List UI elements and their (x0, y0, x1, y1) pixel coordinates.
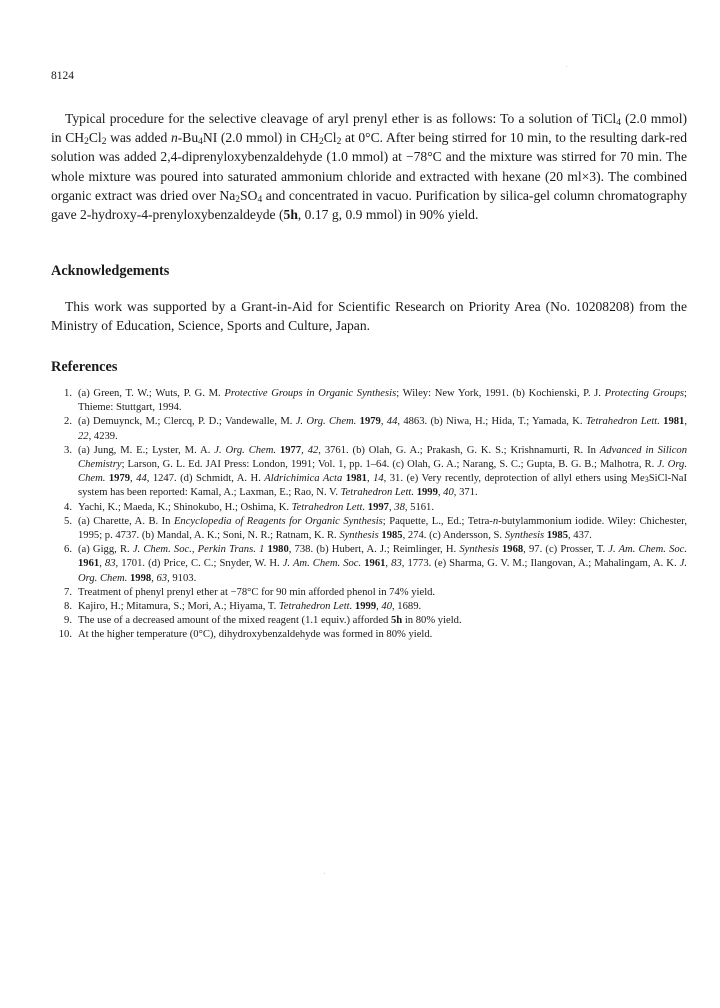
reference-number: 7. (64, 586, 72, 598)
reference-fragment: , 738. (b) Hubert, A. J.; Reimlinger, H. (288, 544, 460, 556)
reference-text (78, 501, 687, 515)
reference-italic: 40 (381, 601, 392, 613)
reference-fragment: in 80% yield. (402, 615, 462, 627)
reference-italic: Protecting Groups (604, 388, 685, 399)
reference-text (78, 543, 687, 586)
subscript: 2 (235, 194, 241, 205)
reference-bold: 1979 (108, 473, 131, 485)
procedure-text: Typical procedure for the selective cleavage of aryl prenyl ether is as follows: To a solution of TiCl (65, 111, 617, 126)
reference-italic: 14 (373, 473, 384, 485)
reference-item (51, 415, 687, 443)
reference-italic: Synthesis (504, 530, 545, 542)
reference-fragment: (a) Charette, A. B. In (78, 515, 174, 527)
reference-fragment: , (684, 416, 687, 428)
reference-fragment: , 274. (c) Andersson, S. (402, 530, 505, 542)
reference-item (51, 501, 687, 515)
reference-italic: 83 (104, 558, 116, 570)
reference-number: 8. (64, 601, 72, 613)
procedure-text: was added (106, 130, 171, 146)
procedure-paragraph (51, 109, 687, 224)
reference-item (51, 628, 687, 642)
reference-fragment: , (380, 416, 387, 428)
subscript: 2 (336, 137, 342, 148)
reference-fragment: The use of a decreased amount of the mixed reagent (1.1 equiv.) afforded (78, 615, 391, 627)
reference-fragment: , (437, 487, 444, 499)
reference-number: 2. (64, 416, 72, 428)
reference-italic: Encyclopedia of Reagents for Organic Synthesis (173, 515, 383, 527)
reference-italic: Tetrahedron Lett. (278, 601, 353, 613)
reference-number: 3. (64, 444, 72, 456)
reference-italic: Advanced in Silicon Chemistry (78, 444, 687, 471)
reference-italic: Tetrahedron Lett. (585, 416, 660, 428)
reference-text (78, 387, 687, 415)
reference-bold: 1979 (359, 416, 381, 428)
reference-item (51, 444, 687, 501)
reference-bold: 1985 (546, 530, 568, 542)
reference-item (51, 543, 687, 586)
reference-fragment: , (130, 473, 137, 485)
reference-item (51, 586, 687, 600)
reference-italic: 40 (443, 487, 454, 499)
reference-italic: J. Org. Chem. (78, 459, 688, 485)
italic-text: n (170, 130, 178, 146)
reference-fragment: SiCl-NaI system has been reported: Kamal, A.; Laxman, E.; Rao, N. V. (78, 473, 688, 499)
reference-fragment: ; Paquette, L., Ed.; Tetra- (382, 515, 493, 527)
reference-fragment: , (366, 473, 374, 485)
reference-fragment: ; Thieme: Stuttgart, 1994. (78, 388, 687, 414)
reference-italic: Synthesis (339, 530, 379, 542)
reference-fragment: , (385, 558, 392, 570)
reference-item (51, 515, 687, 543)
reference-fragment: , 437. (567, 530, 592, 542)
reference-fragment: -butylammonium iodide. Wiley: Chichester, 1995; p. 4737. (b) Mandal, A. K.; Soni, N. R.; Ratnam, K. R. (78, 515, 688, 542)
subscript: 2 (318, 137, 324, 148)
reference-bold: 1980 (267, 544, 289, 556)
subscript: 2 (101, 137, 107, 148)
procedure-text: Cl (88, 130, 102, 146)
reference-italic: J. Org. Chem. (78, 558, 688, 584)
reference-bold: 1961 (364, 558, 386, 570)
reference-fragment: , (301, 444, 308, 456)
procedure-text: , 0.17 g, 0.9 mmol) in 90% yield. (297, 207, 479, 223)
reference-fragment: , 1247. (d) Schmidt, A. H. (146, 473, 265, 485)
reference-italic: J. Org. Chem. (214, 444, 277, 456)
reference-fragment: , 31. (e) Very recently, deprotection of allyl ethers using Me (383, 473, 645, 485)
reference-fragment: ; Wiley: New York, 1991. (b) Kochienski, P. J. (396, 388, 605, 399)
reference-item (51, 387, 687, 415)
reference-bold: 1961 (78, 558, 100, 570)
scan-speck (566, 66, 567, 67)
reference-bold: 1981 (663, 416, 685, 428)
reference-fragment: , (376, 601, 382, 613)
reference-italic: 22 (78, 430, 89, 442)
reference-bold: 1985 (381, 530, 403, 542)
reference-bold: 5h (390, 615, 403, 627)
reference-fragment: , 4239. (88, 430, 118, 442)
reference-bold: 1998 (130, 572, 152, 584)
reference-fragment: , 9103. (167, 572, 197, 584)
subscript: 2 (84, 137, 89, 148)
reference-number: 6. (64, 544, 72, 556)
page-number: 8124 (51, 70, 74, 82)
procedure-text: at 0°C. After being stirred for 10 min, to the resulting dark-red solution was added 2,4-diprenyloxybenzaldehyde (1.0 mmol) at −78°C and the mixture was stirred for 70 min. The whole mixture was poured into saturated ammonium chloride and extracted with hexane (20 ml×3). The combined organic extract was dried over Na (51, 130, 688, 203)
reference-item (51, 600, 687, 614)
subscript: 4 (198, 137, 203, 148)
reference-italic: Tetrahedron Lett. (291, 501, 366, 513)
reference-fragment: (a) Gigg, R. (78, 544, 133, 556)
reference-fragment: , 371. (453, 487, 478, 499)
reference-italic: J. Org. Chem. (295, 416, 357, 428)
reference-fragment: , 1773. (e) Sharma, G. V. M.; Ilangovan, A.; Mahalingam, A. K. (401, 558, 680, 570)
reference-bold: 1968 (501, 544, 524, 556)
reference-text (78, 600, 687, 614)
reference-text (78, 628, 687, 642)
reference-italic: Synthesis (459, 544, 499, 556)
reference-fragment: ; Larson, G. L. Ed. JAI Press: London, 1991; Vol. 1, pp. 1–64. (c) Olah, G. A.; Narang, S. C.; Gupta, B. G. B.; Malhotra, R. (121, 459, 658, 471)
reference-italic: Protective Groups in Organic Synthesis (224, 388, 397, 399)
reference-italic: Aldrichimica Acta (264, 473, 343, 485)
procedure-text: (2.0 mmol) in CH (51, 111, 687, 146)
procedure-text: NI (2.0 mmol) in CH (202, 130, 319, 146)
reference-fragment: (a) Green, T. W.; Wuts, P. G. M. (78, 388, 225, 399)
reference-subscript: 3 (644, 475, 649, 485)
reference-fragment: , (99, 558, 105, 570)
reference-italic: J. Am. Chem. Soc. (608, 544, 688, 556)
reference-number: 4. (64, 501, 72, 513)
reference-bold: 1999 (416, 487, 438, 499)
reference-number: 1. (64, 388, 72, 399)
reference-text (78, 415, 687, 443)
references-heading: References (51, 359, 118, 375)
reference-fragment: , 97. (c) Prosser, T. (523, 544, 609, 556)
reference-italic: J. Chem. Soc., Perkin Trans. 1 (132, 544, 265, 556)
reference-italic: 63 (156, 572, 168, 584)
reference-bold: 1999 (354, 601, 377, 613)
reference-italic: 38 (394, 501, 405, 513)
reference-italic: 83 (391, 558, 402, 570)
reference-fragment: , 4863. (b) Niwa, H.; Hida, T.; Yamada, K. (397, 416, 586, 428)
reference-bold: 1977 (279, 444, 302, 456)
reference-fragment: , (151, 572, 157, 584)
acknowledgements-heading: Acknowledgements (51, 263, 170, 279)
reference-text (78, 444, 687, 501)
reference-text (78, 614, 687, 628)
reference-number: 5. (64, 515, 72, 527)
reference-fragment: , 1701. (d) Price, C. C.; Snyder, W. H. (115, 558, 283, 570)
reference-text (78, 586, 687, 600)
scan-speck (324, 873, 325, 874)
subscript: 4 (257, 194, 263, 205)
procedure-text: -Bu (177, 130, 199, 146)
reference-number: 9. (64, 615, 72, 627)
reference-fragment: , 1689. (392, 601, 422, 613)
reference-fragment: , 5161. (404, 501, 434, 513)
reference-fragment: , 3761. (b) Olah, G. A.; Prakash, G. K. S.; Krishnamurti, R. In (318, 444, 600, 456)
reference-fragment: At the higher temperature (0°C), dihydroxybenzaldehyde was formed in 80% yield. (78, 629, 433, 641)
reference-italic: 44 (136, 473, 147, 485)
reference-bold: 1981 (345, 473, 367, 485)
reference-item (51, 614, 687, 628)
reference-italic: 42 (307, 444, 319, 456)
reference-text (78, 515, 687, 543)
procedure-text: SO (240, 187, 258, 203)
reference-bold: 1997 (367, 501, 389, 513)
compound-label: 5h (283, 207, 298, 223)
procedure-text: and concentrated in vacuo. Purification by silica-gel column chromatography gave 2-hydroxy-4-prenyloxybenzaldeyde ( (51, 187, 688, 223)
reference-fragment: Treatment of phenyl prenyl ether at −78°C for 90 min afforded phenol in 74% yield. (78, 586, 436, 598)
reference-italic: J. Am. Chem. Soc. (282, 558, 362, 570)
reference-number: 10. (58, 629, 72, 641)
procedure-text: Cl (323, 130, 337, 146)
acknowledgements-text: This work was supported by a Grant-in-Aid for Scientific Research on Priority Area (No. 10208208) from the Ministry of Education, Science, Sports and Culture, Japan. (51, 299, 687, 334)
references-list (51, 387, 687, 643)
reference-fragment: Kajiro, H.; Mitamura, S.; Mori, A.; Hiyama, T. (78, 601, 279, 613)
reference-fragment: (a) Jung, M. E.; Lyster, M. A. (78, 444, 215, 456)
reference-fragment: (a) Demuynck, M.; Clercq, P. D.; Vandewalle, M. (78, 416, 296, 428)
reference-italic: n (492, 515, 499, 527)
reference-fragment: , (388, 501, 395, 513)
reference-italic: Tetrahedron Lett. (340, 487, 415, 499)
reference-italic: 44 (386, 416, 398, 428)
reference-fragment: Yachi, K.; Maeda, K.; Shinokubo, H.; Oshima, K. (78, 501, 292, 513)
subscript: 4 (616, 118, 621, 128)
